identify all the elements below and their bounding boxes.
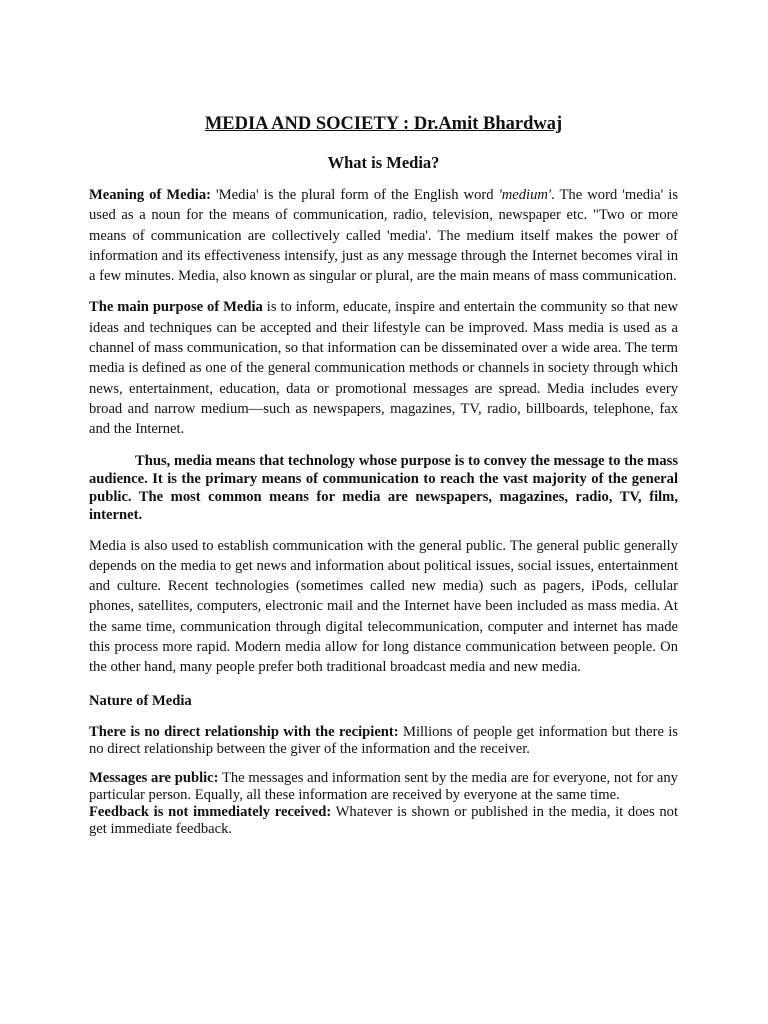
purpose-text: is to inform, educate, inspire and entertain the community so that new ideas and techniques can be accepted and their lifestyle can be improved. Mass media is used as a channel of mass communication, so that information can be disseminated over a wide area. The term media is defined as one of the general communication methods or channels in society through which news, entertainment, education, data or promotional messages are spread. Media includes every broad and narrow medium—such as newspapers, magazines, TV, radio, billboards, telephone, fax and the Internet. [89,299,679,438]
meaning-text-after-term: . The word 'media' is used as a noun for the means of communication, radio, television, newspaper etc. "Two or more means of communication are collectively called 'media'. The medium itself makes the power of information and its effectiveness intensify, just as any message through the Internet becomes viral in a few minutes. Media, also known as singular or plural, are the main means of mass communication. [89,187,678,285]
document-subtitle: What is Media? [327,153,440,172]
nature-item-direct-relationship [89,724,678,758]
meaning-text-before-term: 'Media' is the plural form of the English word [210,187,499,203]
nature-item-label: Feedback is not immediately received: [89,803,332,820]
nature-item-text: Millions of people get information but there is no direct relationship between the giver of the information and the receiver. [89,723,678,757]
document-title: MEDIA AND SOCIETY : Dr.Amit Bhardwaj [204,114,563,134]
meaning-label: Meaning of Media: [89,187,211,203]
nature-item-feedback [89,804,678,838]
meaning-paragraph [89,185,678,286]
public-communication-paragraph: Media is also used to establish communication with the general public. The general public generally depends on the media to get news and information about political issues, social issues, entertainment and culture. Recent technologies (sometimes called new media) such as pagers, iPods, cellular phones, satellites, computers, electronic mail and the Internet have been included as mass media. At the same time, communication through digital telecommunication, computer and internet has made this process more rapid. Modern media allow for long distance communication between people. On the other hand, many people prefer both traditional broadcast media and new media. [89,537,678,676]
nature-item-text: The messages and information sent by the media are for everyone, not for any particular person. Equally, all these information are received by everyone at the same time. [89,769,678,803]
purpose-label: The main purpose of Media [89,299,263,316]
nature-item-text: Whatever is shown or published in the media, it does not get immediate feedback. [89,803,678,837]
nature-heading: Nature of Media [89,692,192,709]
nature-item-label: There is no direct relationship with the recipient: [89,723,399,740]
definition-paragraph: Thus, media means that technology whose purpose is to convey the message to the mass audience. It is the primary means of communication to reach the vast majority of the general public. The most common means for media are newspapers, magazines, radio, TV, film, internet. [89,452,678,523]
meaning-term: 'medium' [498,187,552,203]
nature-item-label: Messages are public: [89,769,219,786]
nature-item-messages-public [89,770,678,804]
purpose-paragraph [89,297,678,439]
document-page [89,112,678,838]
